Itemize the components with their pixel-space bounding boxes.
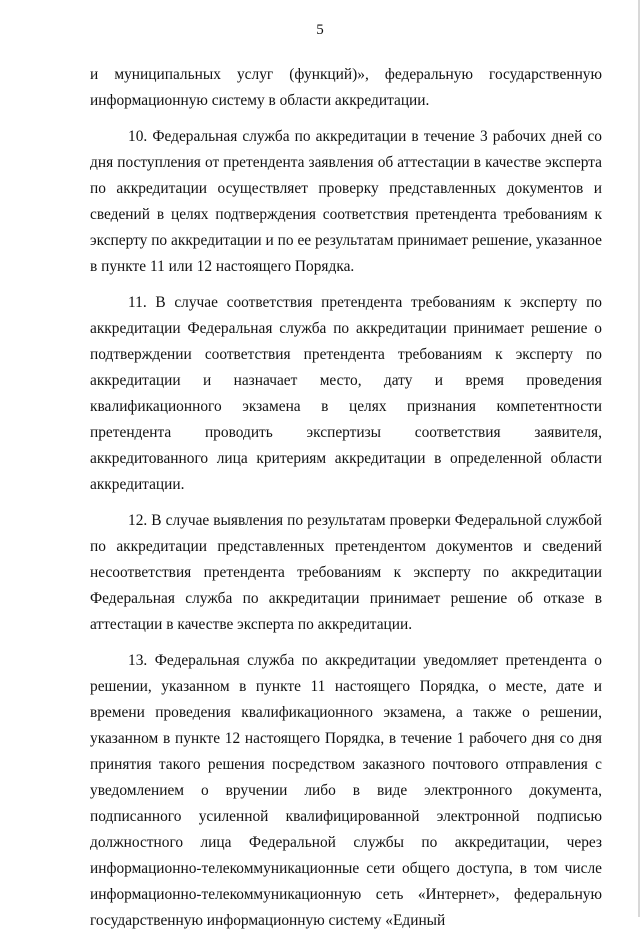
paragraph-gap	[90, 280, 602, 290]
paragraph-12: 12. В случае выявления по результатам проверки Федеральной службой по аккредитации представленных претендентом документов и сведений несоответствия претендента требованиям к эксперту по аккредитации Федеральная служба по аккредитации принимает решение об отказе в аттестации в качестве эксперта по аккредитации.	[90, 512, 602, 633]
document-body	[90, 62, 602, 934]
page-number: 5	[316, 22, 324, 38]
paragraph-gap	[90, 498, 602, 508]
paragraph-gap	[90, 638, 602, 648]
paragraph-gap	[90, 114, 602, 124]
paragraph-10: 10. Федеральная служба по аккредитации в течение 3 рабочих дней со дня поступления от претендента заявления об аттестации в качестве эксперта по аккредитации осуществляет проверку представленных документов и сведений в целях подтверждения соответствия претендента требованиям к эксперту по аккредитации и по ее результатам принимает решение, указанное в пункте 11 или 12 настоящего Порядка.	[90, 128, 602, 275]
paragraph-13: 13. Федеральная служба по аккредитации уведомляет претендента о решении, указанном в пункте 11 настоящего Порядка, о месте, дате и времени проведения квалификационного экзамена, а также о решении, указанном в пункте 12 настоящего Порядка, в течение 1 рабочего дня со дня принятия такого решения посредством заказного почтового отправления с уведомлением о вручении либо в виде электронного документа, подписанного усиленной квалифицированной электронной подписью должностного лица Федеральной службы по аккредитации, через информационно-телекоммуникационные сети общего доступа, в том числе информационно-телекоммуникационную сеть «Интернет», федеральную государственную информационную систему «Единый	[90, 652, 602, 929]
paragraph-continuation: и муниципальных услуг (функций)», федеральную государственную информационную систему в области аккредитации.	[90, 66, 602, 109]
paragraph-11: 11. В случае соответствия претендента требованиям к эксперту по аккредитации Федеральная служба по аккредитации принимает решение о подтверждении соответствия претендента требованиям к эксперту по аккредитации и назначает место, дату и время проведения квалификационного экзамена в целях признания компетентности претендента проводить экспертизы соответствия заявителя, аккредитованного лица критериям аккредитации в определенной области аккредитации.	[90, 294, 602, 493]
